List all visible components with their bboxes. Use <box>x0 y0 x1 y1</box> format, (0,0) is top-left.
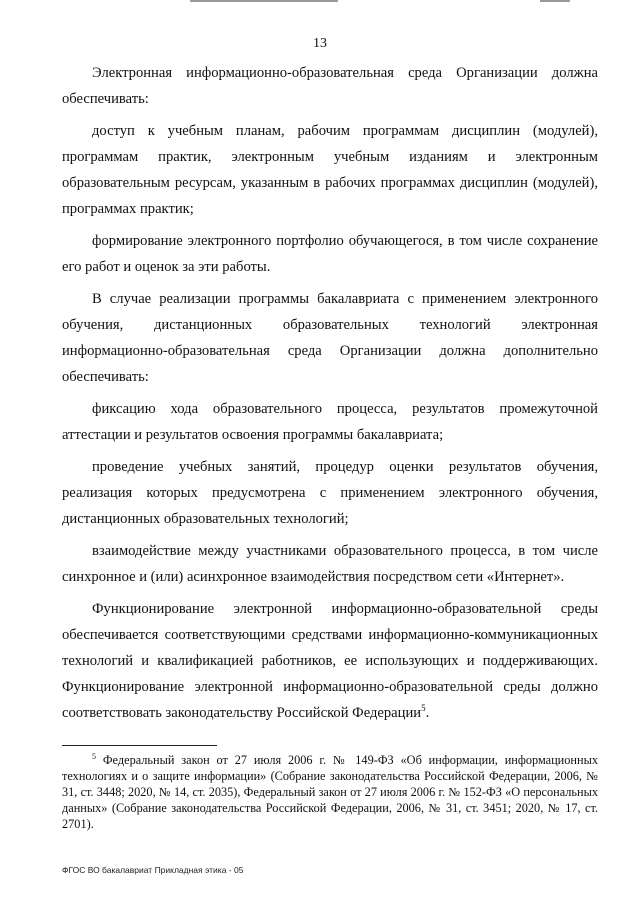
paragraph-elearning: В случае реализации программы бакалавриата с применением электронного обучения, дистанционных образовательных технологий электронная информационно-образовательная среда Организации должна дополнительно обеспечивать: <box>62 291 598 385</box>
document-body <box>62 60 598 726</box>
footnote-marker: 5 <box>92 751 96 761</box>
paragraph-functioning-text: Функционирование электронной информационно-образовательной среды обеспечивается соответствующими средствами информационно-коммуникационных технологий и квалификацией работников, ее использующих и поддерживающих. Функционирование электронной информационно-образовательной среды должно соответствовать законодательству Российской Федерации <box>62 601 598 721</box>
document-footer: ФГОС ВО бакалавриат Прикладная этика - 05 <box>62 865 244 875</box>
list-item-classes: проведение учебных занятий, процедур оценки результатов обучения, реализация которых предусмотрена с применением электронного обучения, дистанционных образовательных технологий; <box>62 459 598 527</box>
page-number: 13 <box>313 36 327 51</box>
scan-edge-top <box>0 0 640 4</box>
footnote-separator <box>62 745 217 746</box>
paragraph-functioning <box>62 596 598 726</box>
footnote-reference[interactable]: 5 <box>421 703 426 714</box>
footnote-text: Федеральный закон от 27 июля 2006 г. № 149-ФЗ «Об информации, информационных технологиях и о защите информации» (Собрание законодательства Российской Федерации, 2006, № 31, ст. 3448; 2020, № 14, ст. 2035), Федеральный закон от 27 июля 2006 г. № 152-ФЗ «О персональных данных» (Собрание законодательства Российской Федерации, 2006, № 31, ст. 3451; 2020, № 17, ст. 2701). <box>62 753 598 831</box>
list-item-access: доступ к учебным планам, рабочим программам дисциплин (модулей), программам практик, электронным учебным изданиям и электронным образовательным ресурсам, указанным в рабочих программах дисциплин (модулей), программах практик; <box>62 123 598 217</box>
paragraph-intro: Электронная информационно-образовательная среда Организации должна обеспечивать: <box>62 65 598 107</box>
list-item-portfolio: формирование электронного портфолио обучающегося, в том числе сохранение его работ и оценок за эти работы. <box>62 233 598 275</box>
list-item-fixation: фиксацию хода образовательного процесса, результатов промежуточной аттестации и результатов освоения программы бакалавриата; <box>62 401 598 443</box>
paragraph-end-period: . <box>425 705 430 721</box>
footnote <box>62 752 598 832</box>
list-item-interaction: взаимодействие между участниками образовательного процесса, в том числе синхронное и (или) асинхронное взаимодействия посредством сети «Интернет». <box>62 543 598 585</box>
